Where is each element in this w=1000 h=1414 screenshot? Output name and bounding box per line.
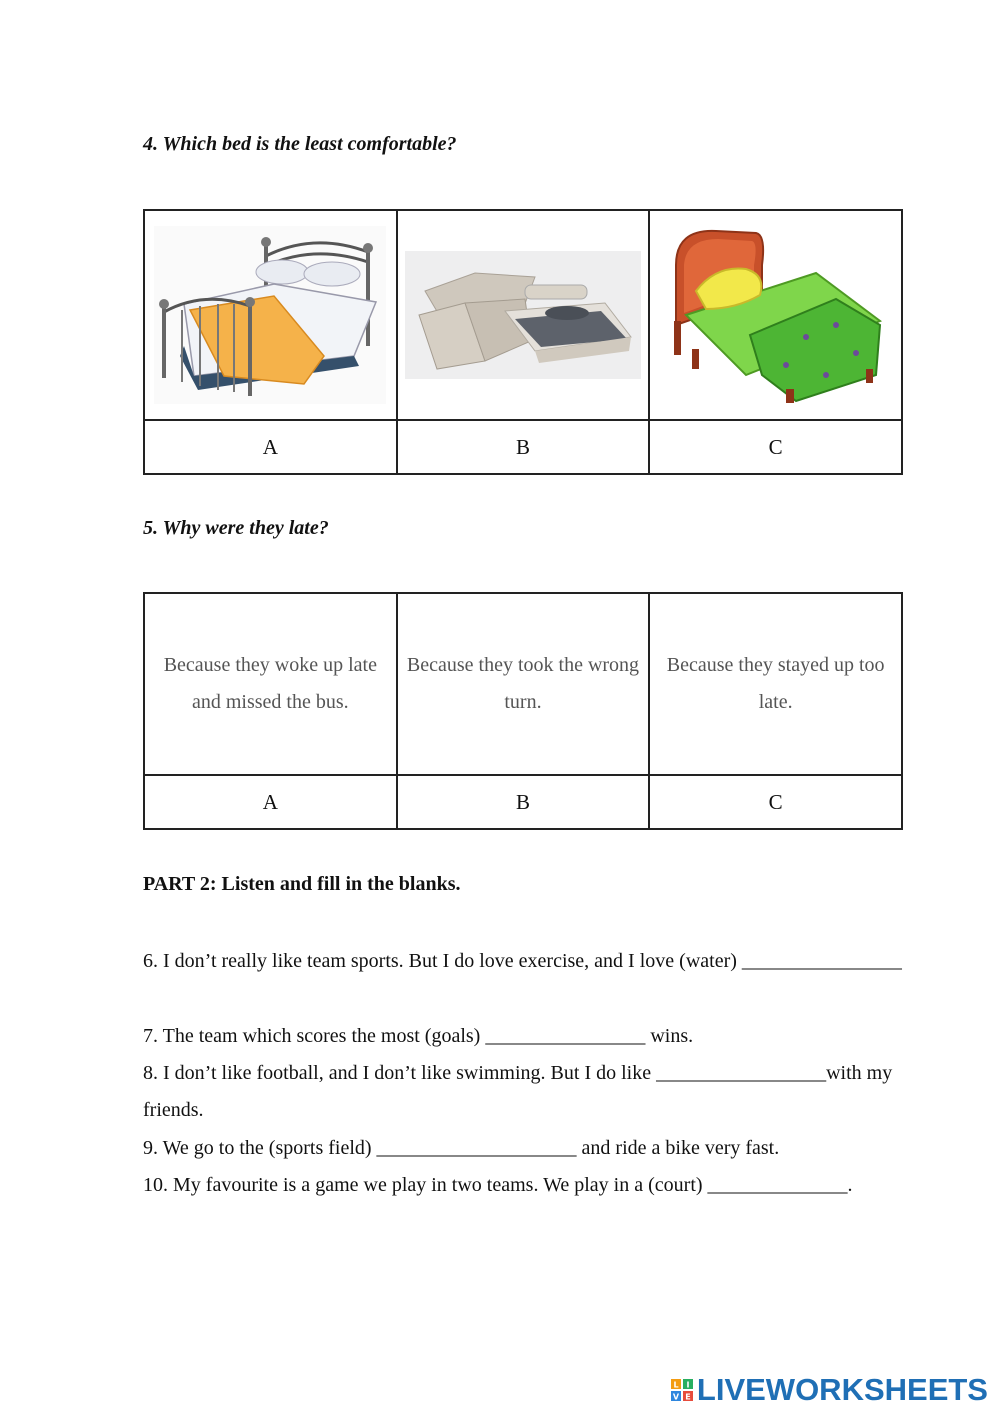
fill-item-6[interactable]: 6. I don’t really like team sports. But I do love exercise, and I love (water) ________________ xyxy=(143,950,902,972)
q4-options-table xyxy=(143,209,903,475)
q4-option-b-image[interactable] xyxy=(397,210,650,420)
metal-frame-bed-image xyxy=(154,226,386,404)
q4-option-c-image[interactable] xyxy=(649,210,902,420)
brand-name: LIVEWORKSHEETS xyxy=(696,1372,988,1407)
liveworksheets-logo-icon xyxy=(671,1379,693,1401)
q4-title: 4. Which bed is the least comfortable? xyxy=(143,133,457,155)
svg-text:E: E xyxy=(685,1392,691,1401)
fill-item-9[interactable]: 9. We go to the (sports field) ____________________ and ride a bike very fast. xyxy=(143,1137,780,1159)
sofa-bed-image xyxy=(405,251,641,379)
q5-option-b-label[interactable]: B xyxy=(397,775,650,829)
q5-answer-a[interactable]: Because they woke up late and missed the bus. xyxy=(144,593,397,775)
q5-option-c-label[interactable]: C xyxy=(649,775,902,829)
q4-option-a-label[interactable]: A xyxy=(144,420,397,474)
fill-item-10[interactable]: 10. My favourite is a game we play in two teams. We play in a (court) ______________. xyxy=(143,1174,853,1196)
q4-option-b-label[interactable]: B xyxy=(397,420,650,474)
fill-item-8[interactable]: 8. I don’t like football, and I don’t like swimming. But I do like _________________with my friends. xyxy=(143,1062,893,1121)
q4-option-c-label[interactable]: C xyxy=(649,420,902,474)
svg-text:L: L xyxy=(673,1380,679,1390)
q5-option-a-label[interactable]: A xyxy=(144,775,397,829)
fill-item-7[interactable]: 7. The team which scores the most (goals) ________________ wins. xyxy=(143,1025,694,1047)
q5-title: 5. Why were they late? xyxy=(143,517,329,539)
q4-option-a-image[interactable] xyxy=(144,210,397,420)
cartoon-bed-image xyxy=(666,225,886,405)
q5-options-table xyxy=(143,592,903,830)
part2-title: PART 2: Listen and fill in the blanks. xyxy=(143,873,461,895)
svg-text:V: V xyxy=(672,1392,680,1401)
q5-answer-b[interactable]: Because they took the wrong turn. xyxy=(397,593,650,775)
svg-text:I: I xyxy=(686,1380,690,1390)
q5-answer-c[interactable]: Because they stayed up too late. xyxy=(649,593,902,775)
liveworksheets-brand xyxy=(671,1372,988,1408)
